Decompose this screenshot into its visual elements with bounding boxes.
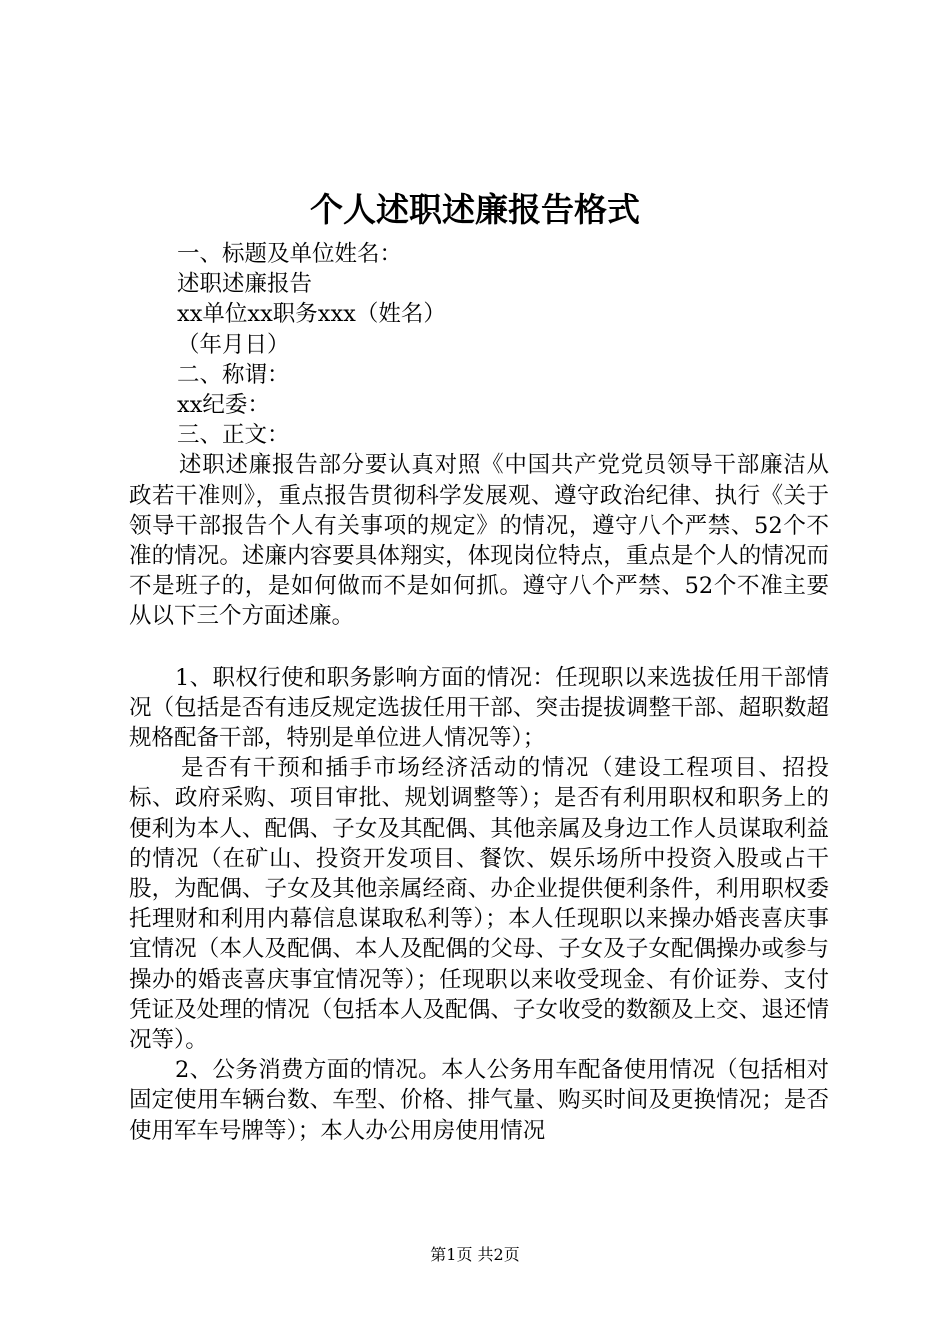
report-name-line: 述职述廉报告 (177, 271, 313, 298)
section-heading-body: 三、正文： (177, 422, 290, 449)
section-heading-salutation: 二、称谓： (177, 361, 290, 388)
page-footer: 第1页 共2页 (430, 1245, 520, 1264)
document-body (129, 239, 829, 1146)
intro-paragraph: 述职述廉报告部分要认真对照《中国共产党党员领导干部廉洁从政若干准则》，重点报告贯彻科学发展观、遵守政治纪律、执行《关于领导干部报告个人有关事项的规定》的情况，遵守八个严禁、52个不准的情况。述廉内容要具体翔实，体现岗位特点，重点是个人的情况而不是班子的，是如何做而不是如何抓。遵守八个严禁、52个不准主要从以下三个方面述廉。 (129, 452, 829, 630)
section-heading-title: 一、标题及单位姓名： (177, 241, 403, 267)
salutation-line: xx纪委： (177, 392, 270, 419)
item-2-paragraph: 2、公务消费方面的情况。本人公务用车配备使用情况（包括相对固定使用车辆台数、车型、价格、排气量、购买时间及更换情况；是否使用军车号牌等）；本人办公用房使用情况 (129, 1057, 829, 1144)
item-1-paragraph: 1、职权行使和职务影响方面的情况：任现职以来选拔任用干部情况（包括是否有违反规定选拔任用干部、突击提拔调整干部、超职数超规格配备干部，特别是单位进人情况等）； (129, 664, 829, 752)
date-line: （年月日） (177, 331, 290, 358)
item-1-continuation-paragraph: 是否有干预和插手市场经济活动的情况（建设工程项目、招投标、政府采购、项目审批、规划调整等）；是否有利用职权和职务上的便利为本人、配偶、子女及其配偶、其他亲属及身边工作人员谋取利益的情况（在矿山、投资开发项目、餐饮、娱乐场所中投资入股或占干股，为配偶、子女及其他亲属经商、办企业提供便利条件，利用职权委托理财和利用内幕信息谋取私利等）；本人任现职以来操办婚丧喜庆事宜情况（本人及配偶、本人及配偶的父母、子女及子女配偶操办或参与操办的婚丧喜庆事宜情况等）；任现职以来收受现金、有价证券、支付凭证及处理的情况（包括本人及配偶、子女收受的数额及上交、退还情况等）。 (129, 755, 829, 1054)
unit-position-line: xx单位xx职务xxx（姓名） (177, 301, 446, 328)
document-title: 个人述职述廉报告格式 (310, 190, 640, 229)
paragraph-spacer (129, 632, 829, 663)
